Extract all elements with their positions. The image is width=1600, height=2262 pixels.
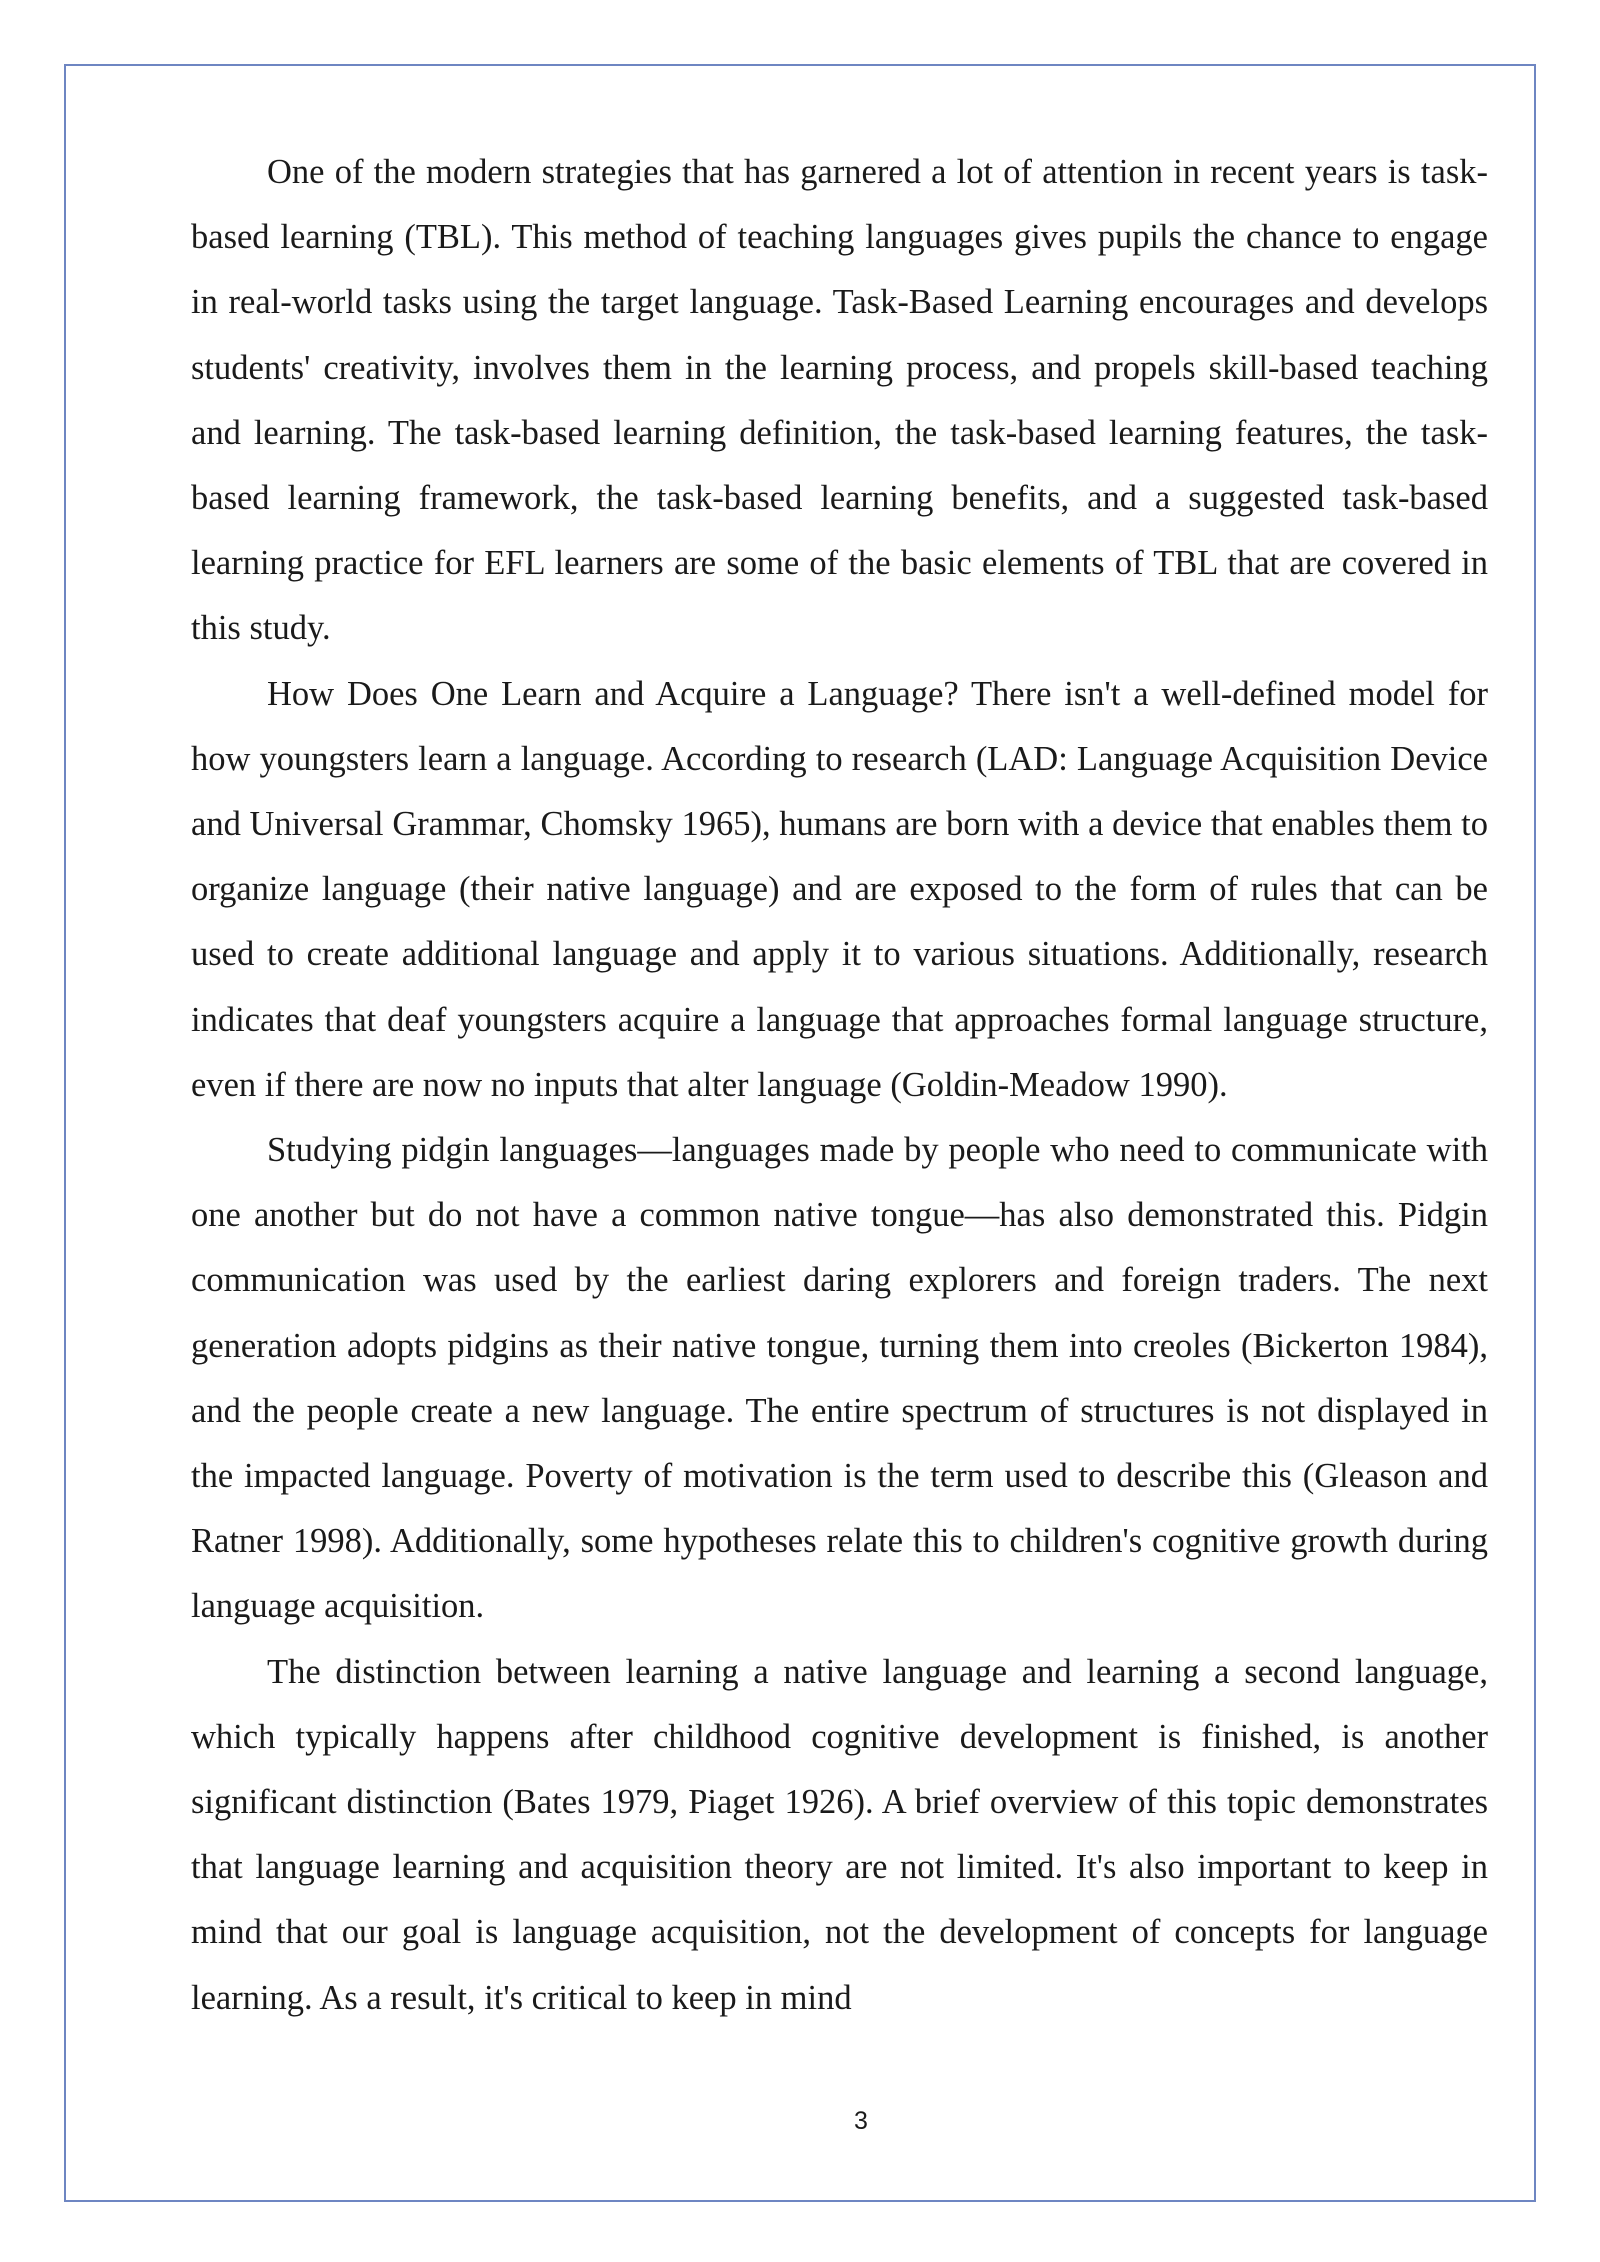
paragraph-pidgin-languages: Studying pidgin languages—languages made by people who need to communicate with one another but do not have a common native tongue—has also demonstrated this. Pidgin communication was used by the earliest daring explorers and foreign traders. The next generation adopts pidgins as their native tongue, turning them into creoles (Bickerton 1984), and the people create a new language. The entire spectrum of structures is not displayed in the impacted language. Poverty of motivation is the term used to describe this (Gleason and Ratner 1998). Additionally, some hypotheses relate this to children's cognitive growth during language acquisition. (191, 1131, 1488, 1626)
paragraph-language-acquisition: How Does One Learn and Acquire a Language? There isn't a well-defined model for how youngsters learn a language. According to research (LAD: Language Acquisition Device and Universal Grammar, Chomsky 1965), humans are born with a device that enables them to organize language (their native language) and are exposed to the form of rules that can be used to create additional language and apply it to various situations. Additionally, research indicates that deaf youngsters acquire a language that approaches formal language structure, even if there are now no inputs that alter language (Goldin-Meadow 1990). (191, 674, 1488, 1104)
paragraph-native-vs-second-language: The distinction between learning a native language and learning a second language, which typically happens after childhood cognitive development is finished, is another significant distinction (Bates 1979, Piaget 1926). A brief overview of this topic demonstrates that language learning and acquisition theory are not limited. It's also important to keep in mind that our goal is language acquisition, not the development of concepts for language learning. As a result, it's critical to keep in mind (191, 1652, 1488, 2017)
page-number-footer (0, 2106, 1600, 2136)
page-number: 3 (854, 2107, 868, 2135)
paragraph-tbl-intro: One of the modern strategies that has garnered a lot of attention in recent years is task-based learning (TBL). This method of teaching languages gives pupils the chance to engage in real-world tasks using the target language. Task-Based Learning encourages and develops students' creativity, involves them in the learning process, and propels skill-based teaching and learning. The task-based learning definition, the task-based learning features, the task-based learning framework, the task-based learning benefits, and a suggested task-based learning practice for EFL learners are some of the basic elements of TBL that are covered in this study. (191, 153, 1488, 648)
document-body (191, 140, 1488, 2031)
